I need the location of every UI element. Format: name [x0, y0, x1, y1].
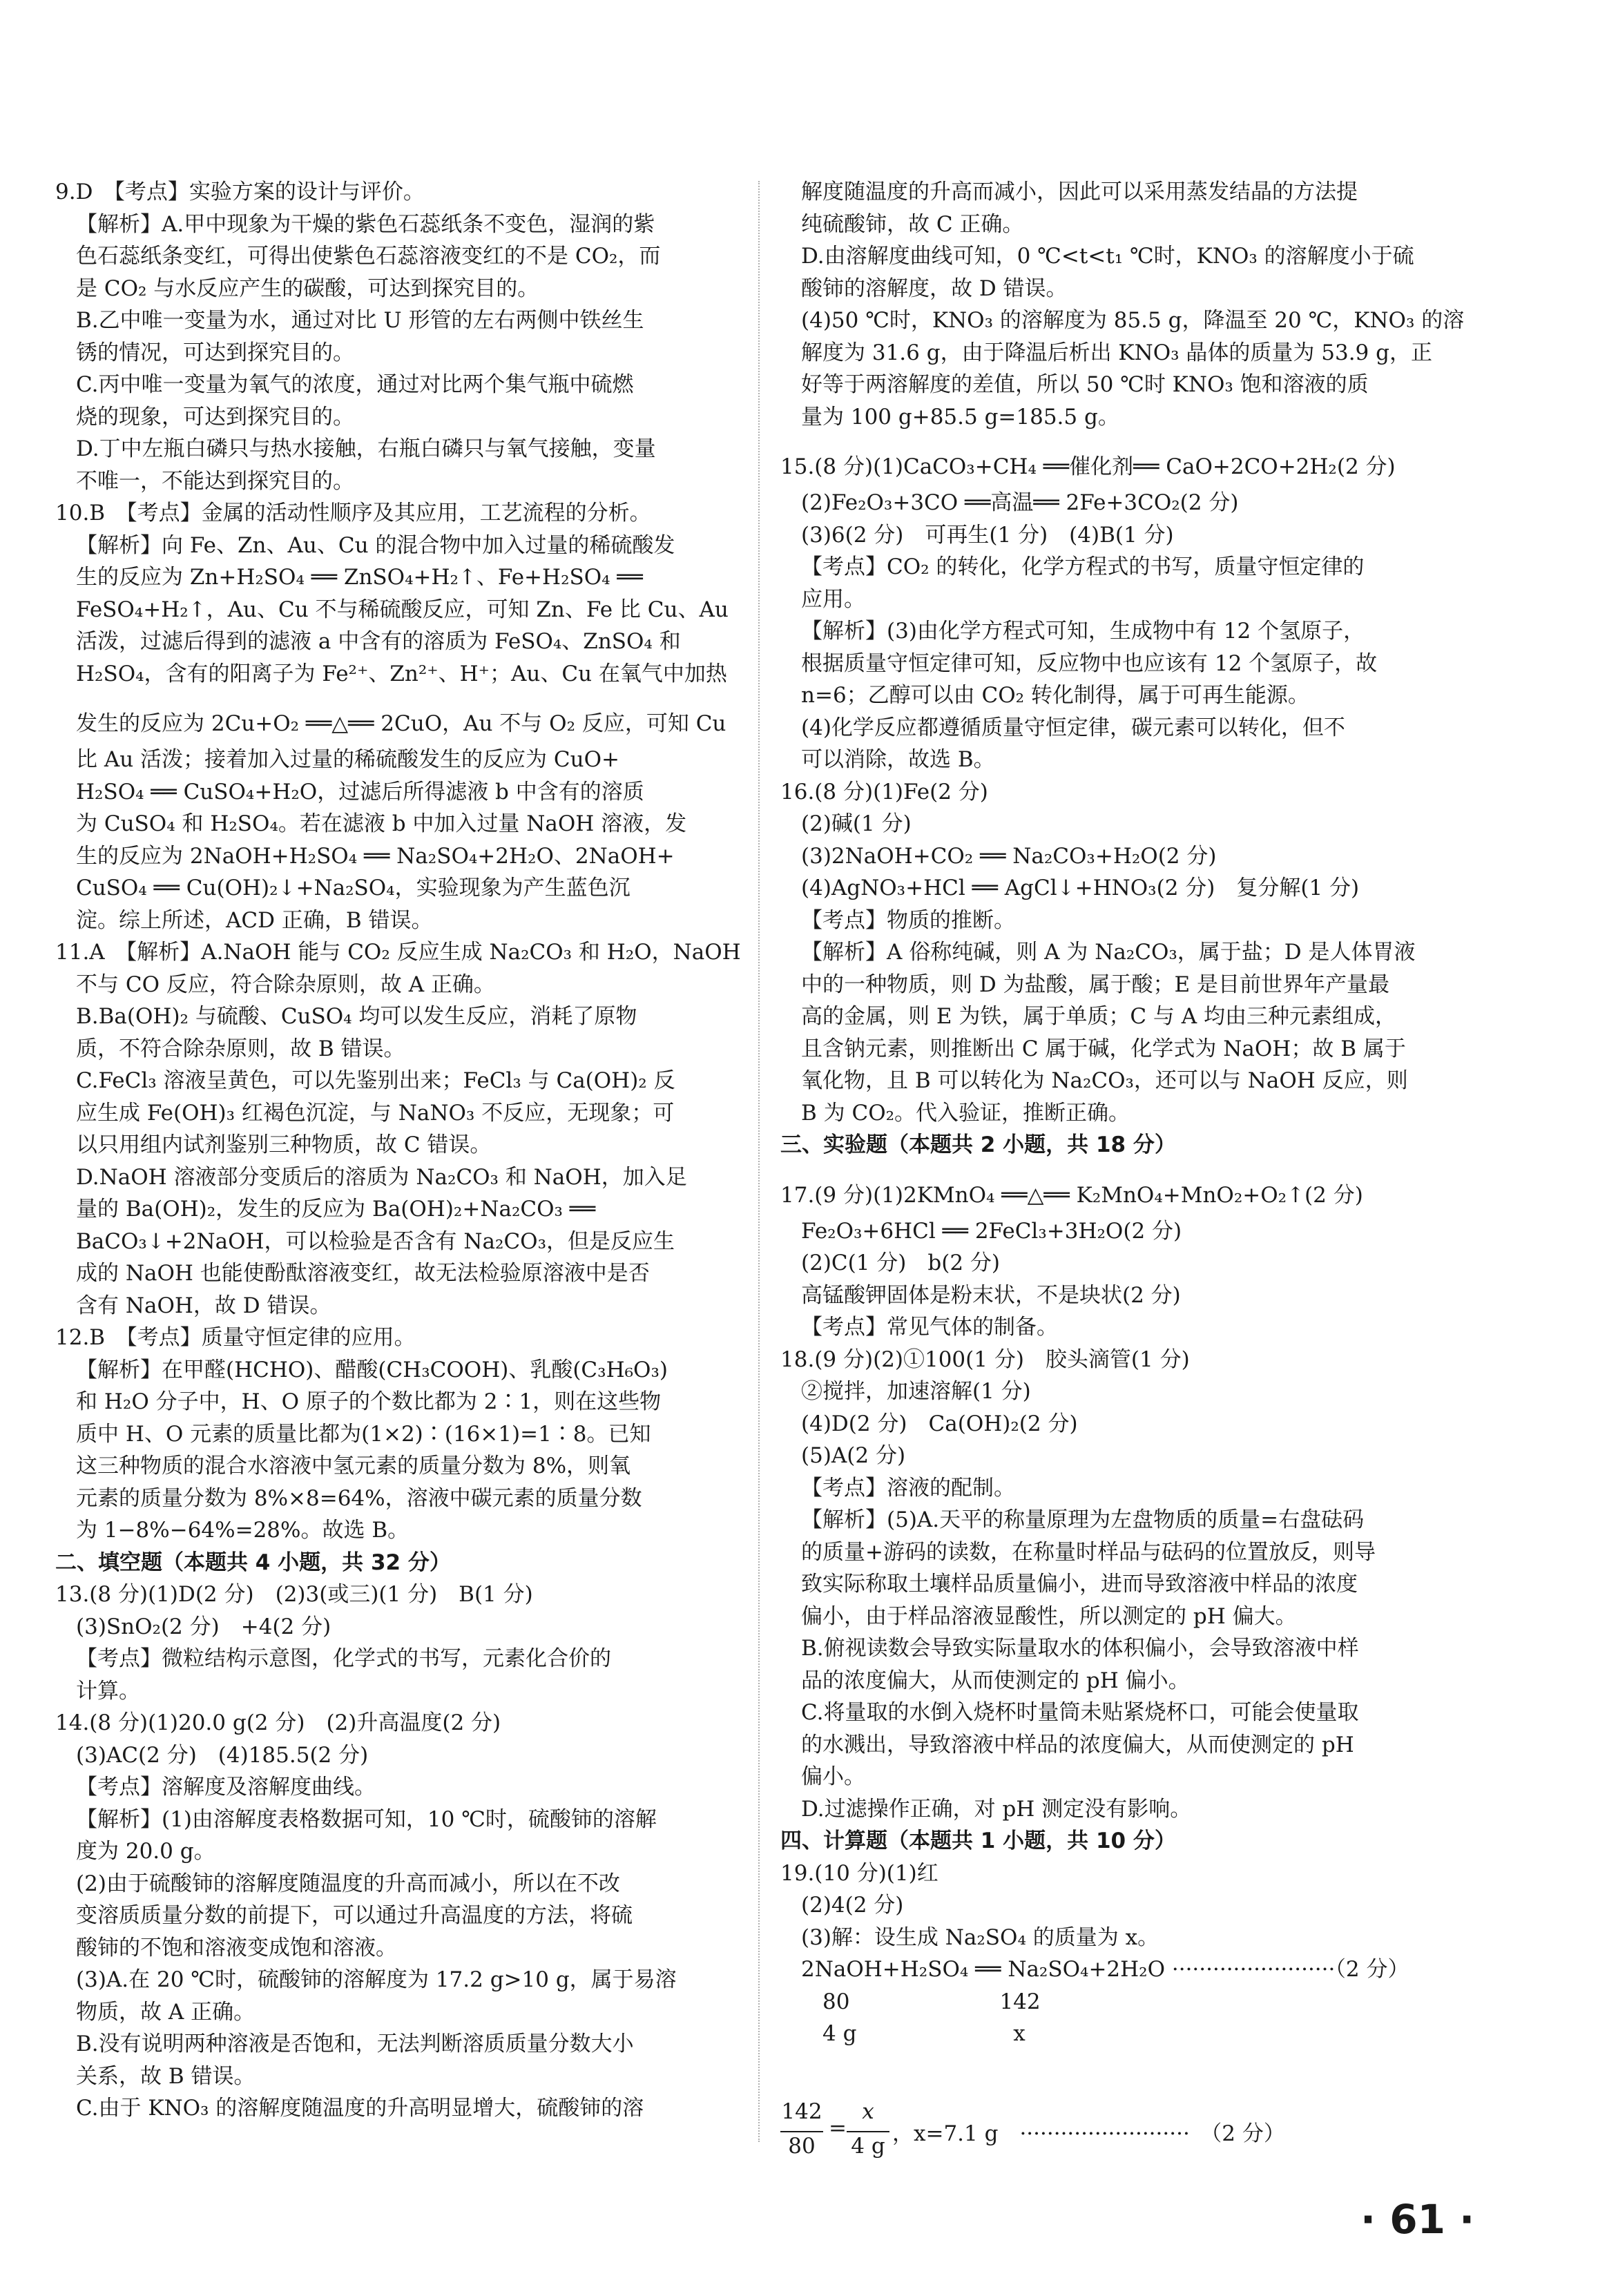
fraction-denominator: 80: [788, 2134, 816, 2159]
text-line: 是 CO₂ 与水反应产生的碳酸，可达到探究目的。: [76, 276, 539, 301]
text-line: 的质量+游码的读数，在称量时样品与砝码的位置放反，则导: [801, 1539, 1376, 1565]
text-line: 4 g x: [801, 2021, 1026, 2046]
text-line: 解度随温度的升高而减小，因此可以采用蒸发结晶的方法提: [801, 180, 1358, 204]
text-line: 为 1−8%−64%=28%。故选 B。: [76, 1518, 410, 1543]
text-line: 15.(8 分)(1)CaCO₃+CH₄ ══催化剂══ CaO+2CO+2H₂(2 分): [780, 454, 1396, 479]
text-line: 【解析】A 俗称纯碱，则 A 为 Na₂CO₃，属于盐；D 是人体胃液: [801, 940, 1416, 965]
text-line: 【解析】(3)由化学方程式可知，生成物中有 12 个氢原子，: [801, 619, 1365, 644]
text-line: 成的 NaOH 也能使酚酞溶液变红，故无法检验原溶液中是否: [76, 1261, 650, 1286]
section-heading: 二、填空题（本题共 4 小题，共 32 分）: [55, 1550, 451, 1575]
text-line: 应用。: [801, 586, 865, 612]
text-line: 发生的反应为 2Cu+O₂ ══△══ 2CuO，Au 不与 O₂ 反应，可知 Cu: [76, 711, 726, 736]
text-line: 偏小。: [801, 1764, 865, 1789]
text-line: (3)A.在 20 ℃时，硫酸铈的溶解度为 17.2 g>10 g，属于易溶: [76, 1967, 677, 1992]
text-line: CuSO₄ ══ Cu(OH)₂↓+Na₂SO₄，实验现象为产生蓝色沉: [76, 876, 630, 900]
text-line: 【考点】溶解度及溶解度曲线。: [76, 1775, 376, 1800]
text-line: D.NaOH 溶液部分变质后的溶质为 Na₂CO₃ 和 NaOH，加入足: [76, 1164, 687, 1190]
text-line: 比 Au 活泼；接着加入过量的稀硫酸发生的反应为 CuO+: [76, 747, 619, 772]
text-line: (3)AC(2 分) (4)185.5(2 分): [76, 1742, 369, 1768]
text-line: (2)由于硫酸铈的溶解度随温度的升高而减小，所以在不改: [76, 1871, 620, 1896]
text-line: B.俯视读数会导致实际量取水的体积偏小，会导致溶液中样: [801, 1636, 1359, 1661]
text-line: 不与 CO 反应，符合除杂原则，故 A 正确。: [76, 972, 495, 997]
text-line: 好等于两溶解度的差值，所以 50 ℃时 KNO₃ 饱和溶液的质: [801, 372, 1369, 397]
text-line: 量为 100 g+85.5 g=185.5 g。: [801, 404, 1119, 430]
equals-sign: =: [829, 2116, 847, 2141]
fraction-bar: [780, 2131, 823, 2132]
text-line: 解度为 31.6 g，由于降温后析出 KNO₃ 晶体的质量为 53.9 g，正: [801, 340, 1432, 365]
text-line: 【考点】物质的推断。: [801, 907, 1015, 933]
text-line: 量的 Ba(OH)₂，发生的反应为 Ba(OH)₂+Na₂CO₃ ══: [76, 1197, 596, 1222]
text-line: 2NaOH+H₂SO₄ ══ Na₂SO₄+2H₂O ························（2 分）: [801, 1957, 1409, 1982]
text-line: 质中 H、O 元素的质量比都为(1×2)∶(16×1)=1∶8。已知: [76, 1421, 651, 1447]
text-line: D.丁中左瓶白磷只与热水接触，右瓶白磷只与氧气接触，变量: [76, 436, 656, 461]
text-line: 为 CuSO₄ 和 H₂SO₄。若在滤液 b 中加入过量 NaOH 溶液，发: [76, 811, 687, 836]
text-line: (3)6(2 分) 可再生(1 分) (4)B(1 分): [801, 522, 1174, 548]
text-line: (5)A(2 分): [801, 1443, 906, 1468]
text-line: 品的浓度偏大，从而使测定的 pH 偏小。: [801, 1668, 1190, 1693]
text-line: 10.B 【考点】金属的活动性顺序及其应用，工艺流程的分析。: [55, 501, 651, 525]
page-number: · 61 ·: [1360, 2196, 1475, 2243]
text-line: 【解析】在甲醛(HCHO)、醋酸(CH₃COOH)、乳酸(C₃H₆O₃): [76, 1357, 668, 1382]
text-line: C.将量取的水倒入烧杯时量筒未贴紧烧杯口，可能会使量取: [801, 1700, 1359, 1725]
text-line: (2)4(2 分): [801, 1893, 904, 1918]
left-column: [55, 176, 753, 2125]
text-line: 这三种物质的混合水溶液中氢元素的质量分数为 8%，则氧: [76, 1454, 631, 1478]
text-line: 18.(9 分)(2)①100(1 分) 胶头滴管(1 分): [780, 1347, 1190, 1372]
text-line: n=6；乙醇可以由 CO₂ 转化制得，属于可再生能源。: [801, 683, 1309, 708]
text-line: (3)2NaOH+CO₂ ══ Na₂CO₃+H₂O(2 分): [801, 843, 1217, 869]
text-line: 11.A 【解析】A.NaOH 能与 CO₂ 反应生成 Na₂CO₃ 和 H₂O，NaOH: [55, 940, 741, 965]
fraction-result: ，x=7.1 g ························· （2 分）: [892, 2121, 1285, 2146]
text-line: 【考点】溶液的配制。: [801, 1475, 1015, 1501]
text-line: B.Ba(OH)₂ 与硫酸、CuSO₄ 均可以发生反应，消耗了原物: [76, 1004, 637, 1029]
text-line: 淀。综上所述，ACD 正确，B 错误。: [76, 907, 433, 933]
text-line: 偏小，由于样品溶液显酸性，所以测定的 pH 偏大。: [801, 1603, 1297, 1629]
text-line: 17.(9 分)(1)2KMnO₄ ══△══ K₂MnO₄+MnO₂+O₂↑(2 分): [780, 1182, 1363, 1208]
text-line: 生的反应为 2NaOH+H₂SO₄ ══ Na₂SO₄+2H₂O、2NaOH+: [76, 843, 675, 869]
text-line: 高的金属，则 E 为铁，属于单质；C 与 A 均由三种元素组成，: [801, 1004, 1397, 1029]
text-line: C.FeCl₃ 溶液呈黄色，可以先鉴别出来；FeCl₃ 与 Ca(OH)₂ 反: [76, 1068, 675, 1093]
text-line: 【解析】(5)A.天平的称量原理为左盘物质的质量=右盘砝码: [801, 1507, 1365, 1532]
text-line: 锈的情况，可达到探究目的。: [76, 340, 354, 365]
column-divider: [758, 181, 760, 2142]
text-line: 中的一种物质，则 D 为盐酸，属于酸；E 是目前世界年产量最: [801, 972, 1390, 997]
text-line: 16.(8 分)(1)Fe(2 分): [780, 779, 988, 804]
text-line: 和 H₂O 分子中，H、O 原子的个数比都为 2∶1，则在这些物: [76, 1389, 662, 1414]
text-line: 含有 NaOH，故 D 错误。: [76, 1293, 331, 1318]
text-line: 【考点】微粒结构示意图，化学式的书写，元素化合价的: [76, 1646, 611, 1671]
fraction-bar: [847, 2131, 889, 2132]
text-line: 可以消除，故选 B。: [801, 747, 995, 772]
text-line: H₂SO₄ ══ CuSO₄+H₂O，过滤后所得滤液 b 中含有的溶质: [76, 779, 644, 804]
text-line: B.没有说明两种溶液是否饱和，无法判断溶质质量分数大小: [76, 2032, 634, 2056]
text-line: 以只用组内试剂鉴别三种物质，故 C 错误。: [76, 1132, 492, 1157]
text-line: (2)碱(1 分): [801, 811, 912, 836]
text-line: 生的反应为 Zn+H₂SO₄ ══ ZnSO₄+H₂↑、Fe+H₂SO₄ ══: [76, 565, 643, 590]
section-heading: 四、计算题（本题共 1 小题，共 10 分）: [780, 1829, 1176, 1853]
text-line: (4)50 ℃时，KNO₃ 的溶解度为 85.5 g，降温至 20 ℃，KNO₃ 的溶: [801, 308, 1465, 333]
fraction-numerator: 142: [781, 2099, 822, 2124]
text-line: 关系，故 B 错误。: [76, 2063, 256, 2089]
text-line: C.由于 KNO₃ 的溶解度随温度的升高明显增大，硫酸铈的溶: [76, 2096, 644, 2121]
text-line: (3)SnO₂(2 分) +4(2 分): [76, 1614, 331, 1639]
text-line: (3)解：设生成 Na₂SO₄ 的质量为 x。: [801, 1924, 1159, 1950]
text-line: 质，不符合除杂原则，故 B 错误。: [76, 1036, 405, 1061]
text-line: FeSO₄+H₂↑，Au、Cu 不与稀硫酸反应，可知 Zn、Fe 比 Cu、Au: [76, 597, 729, 622]
text-line: 高锰酸钾固体是粉末状，不是块状(2 分): [801, 1282, 1181, 1308]
text-line: B.乙中唯一变量为水，通过对比 U 形管的左右两侧中铁丝生: [76, 308, 644, 333]
text-line: 【考点】CO₂ 的转化，化学方程式的书写，质量守恒定律的: [801, 554, 1365, 579]
text-line: C.丙中唯一变量为氧气的浓度，通过对比两个集气瓶中硫燃: [76, 372, 634, 397]
text-line: D.过滤操作正确，对 pH 测定没有影响。: [801, 1796, 1192, 1822]
text-line: 根据质量守恒定律可知，反应物中也应该有 12 个氢原子，故: [801, 650, 1378, 676]
text-line: 应生成 Fe(OH)₃ 红褐色沉淀，与 NaNO₃ 不反应，无现象；可: [76, 1100, 675, 1126]
text-line: B 为 CO₂。代入验证，推断正确。: [801, 1100, 1130, 1126]
fraction-numerator: x: [862, 2099, 874, 2124]
text-line: 氧化物，且 B 可以转化为 Na₂CO₃，还可以与 NaOH 反应，则: [801, 1068, 1408, 1093]
text-line: (4)D(2 分) Ca(OH)₂(2 分): [801, 1411, 1078, 1436]
text-line: 13.(8 分)(1)D(2 分) (2)3(或三)(1 分) B(1 分): [55, 1582, 533, 1607]
text-line: 计算。: [76, 1678, 140, 1704]
text-line: D.由溶解度曲线可知，0 ℃<t<t₁ ℃时，KNO₃ 的溶解度小于硫: [801, 244, 1414, 269]
text-line: 色石蕊纸条变红，可得出使紫色石蕊溶液变红的不是 CO₂，而: [76, 244, 661, 269]
text-line: 且含钠元素，则推断出 C 属于碱，化学式为 NaOH；故 B 属于: [801, 1036, 1406, 1061]
text-line: 【解析】A.甲中现象为干燥的紫色石蕊纸条不变色，湿润的紫: [76, 211, 655, 237]
text-line: 致实际称取土壤样品质量偏小，进而导致溶液中样品的浓度: [801, 1572, 1358, 1596]
text-line: 酸铈的不饱和溶液变成饱和溶液。: [76, 1935, 397, 1960]
text-line: 烧的现象，可达到探究目的。: [76, 404, 354, 430]
text-line: 的水溅出，导致溶液中样品的浓度偏大，从而使测定的 pH: [801, 1732, 1354, 1757]
right-column: [780, 176, 1478, 2050]
text-line: H₂SO₄，含有的阳离子为 Fe²⁺、Zn²⁺、H⁺；Au、Cu 在氧气中加热: [76, 661, 727, 686]
text-line: 80 142: [801, 1989, 1041, 2014]
text-line: 不唯一，不能达到探究目的。: [76, 468, 354, 494]
text-line: 物质，故 A 正确。: [76, 1999, 256, 2025]
text-line: 14.(8 分)(1)20.0 g(2 分) (2)升高温度(2 分): [55, 1710, 501, 1735]
text-line: 12.B 【考点】质量守恒定律的应用。: [55, 1325, 416, 1350]
text-line: (2)Fe₂O₃+3CO ══高温══ 2Fe+3CO₂(2 分): [801, 490, 1239, 515]
text-line: (4)AgNO₃+HCl ══ AgCl↓+HNO₃(2 分) 复分解(1 分): [801, 876, 1360, 900]
text-line: 变溶质质量分数的前提下，可以通过升高温度的方法，将硫: [76, 1903, 633, 1928]
text-line: (2)C(1 分) b(2 分): [801, 1251, 1001, 1275]
text-line: 9.D 【考点】实验方案的设计与评价。: [55, 180, 425, 204]
text-line: (4)化学反应都遵循质量守恒定律，碳元素可以转化，但不: [801, 715, 1345, 740]
text-line: 纯硫酸铈，故 C 正确。: [801, 211, 1024, 237]
text-line: 活泼，过滤后得到的滤液 a 中含有的溶质为 FeSO₄、ZnSO₄ 和: [76, 629, 681, 654]
fraction-denominator: 4 g: [851, 2134, 885, 2159]
text-line: 元素的质量分数为 8%×8=64%，溶液中碳元素的质量分数: [76, 1485, 642, 1511]
text-line: Fe₂O₃+6HCl ══ 2FeCl₃+3H₂O(2 分): [801, 1218, 1182, 1244]
text-line: 酸铈的溶解度，故 D 错误。: [801, 276, 1068, 301]
text-line: ②搅拌，加速溶解(1 分): [801, 1379, 1031, 1404]
text-line: 度为 20.0 g。: [76, 1839, 215, 1864]
text-line: 19.(10 分)(1)红: [780, 1860, 938, 1886]
text-line: 【解析】向 Fe、Zn、Au、Cu 的混合物中加入过量的稀硫酸发: [76, 532, 675, 558]
section-heading: 三、实验题（本题共 2 小题，共 18 分）: [780, 1132, 1176, 1157]
text-line: 【考点】常见气体的制备。: [801, 1315, 1058, 1340]
text-line: BaCO₃↓+2NaOH，可以检验是否含有 Na₂CO₃，但是反应生: [76, 1228, 675, 1254]
text-line: 【解析】(1)由溶解度表格数据可知，10 ℃时，硫酸铈的溶解: [76, 1806, 657, 1832]
